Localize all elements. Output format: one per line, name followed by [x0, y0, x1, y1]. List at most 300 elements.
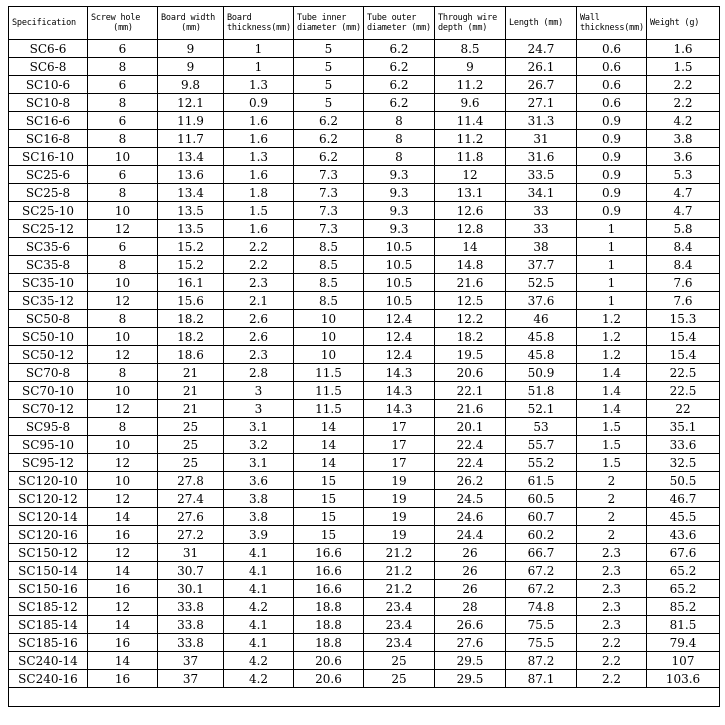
column-header-label: Wall	[580, 13, 600, 23]
value-cell: 18.8	[294, 598, 364, 616]
value-cell: 14	[294, 436, 364, 454]
spec-cell: SC185-12	[9, 598, 88, 616]
value-cell: 7.6	[647, 292, 720, 310]
value-cell: 6.2	[294, 148, 364, 166]
value-cell: 12.2	[435, 310, 506, 328]
column-header-label: Tube outer	[367, 13, 417, 23]
value-cell: 8.5	[294, 274, 364, 292]
value-cell: 12.5	[435, 292, 506, 310]
table-row	[9, 130, 720, 148]
value-cell: 45.5	[647, 508, 720, 526]
value-cell: 6.2	[364, 58, 435, 76]
value-cell: 66.7	[506, 544, 577, 562]
table-row	[9, 490, 720, 508]
value-cell: 11.5	[294, 382, 364, 400]
table-row	[9, 634, 720, 652]
value-cell: 7.6	[647, 274, 720, 292]
value-cell: 8.4	[647, 256, 720, 274]
value-cell: 10	[88, 274, 158, 292]
value-cell: 79.4	[647, 634, 720, 652]
value-cell: 31.6	[506, 148, 577, 166]
value-cell: 14	[88, 652, 158, 670]
value-cell: 60.5	[506, 490, 577, 508]
value-cell: 2.2	[577, 652, 647, 670]
value-cell: 21	[158, 382, 224, 400]
column-header-unit: thickness(mm)	[227, 23, 291, 33]
value-cell: 26.1	[506, 58, 577, 76]
value-cell: 12	[88, 454, 158, 472]
value-cell: 29.5	[435, 652, 506, 670]
table-row	[9, 220, 720, 238]
value-cell: 8.5	[294, 256, 364, 274]
value-cell: 8.4	[647, 238, 720, 256]
spec-cell: SC50-8	[9, 310, 88, 328]
value-cell: 16.6	[294, 580, 364, 598]
value-cell: 13.5	[158, 202, 224, 220]
value-cell: 22.5	[647, 382, 720, 400]
table-row	[9, 274, 720, 292]
column-header-label: Specification	[12, 18, 76, 28]
table-row	[9, 76, 720, 94]
value-cell: 6	[88, 76, 158, 94]
value-cell: 19	[364, 526, 435, 544]
value-cell: 2.2	[577, 670, 647, 688]
value-cell: 12.1	[158, 94, 224, 112]
value-cell: 29.5	[435, 670, 506, 688]
spec-cell: SC150-16	[9, 580, 88, 598]
value-cell: 1.3	[224, 76, 294, 94]
table-row	[9, 292, 720, 310]
value-cell: 55.2	[506, 454, 577, 472]
value-cell: 11.4	[435, 112, 506, 130]
value-cell: 2	[577, 508, 647, 526]
value-cell: 46	[506, 310, 577, 328]
value-cell: 11.2	[435, 76, 506, 94]
value-cell: 2.3	[224, 274, 294, 292]
value-cell: 3.8	[224, 508, 294, 526]
value-cell: 6	[88, 238, 158, 256]
value-cell: 45.8	[506, 346, 577, 364]
column-header-unit: (mm)	[181, 23, 201, 33]
value-cell: 14.3	[364, 364, 435, 382]
table-row	[9, 472, 720, 490]
value-cell: 11.2	[435, 130, 506, 148]
value-cell: 25	[364, 652, 435, 670]
table-row	[9, 166, 720, 184]
value-cell: 3.6	[647, 148, 720, 166]
value-cell: 37.6	[506, 292, 577, 310]
table-row	[9, 670, 720, 688]
value-cell: 9.6	[435, 94, 506, 112]
value-cell: 2.3	[577, 562, 647, 580]
value-cell: 8	[88, 364, 158, 382]
value-cell: 10	[88, 436, 158, 454]
value-cell: 15.2	[158, 256, 224, 274]
value-cell: 4.1	[224, 616, 294, 634]
value-cell: 8	[88, 130, 158, 148]
column-header	[88, 7, 158, 40]
value-cell: 4.1	[224, 544, 294, 562]
value-cell: 2.3	[577, 598, 647, 616]
spec-cell: SC6-8	[9, 58, 88, 76]
value-cell: 21.6	[435, 400, 506, 418]
spec-cell: SC25-12	[9, 220, 88, 238]
table-row	[9, 310, 720, 328]
value-cell: 13.4	[158, 148, 224, 166]
empty-cell	[9, 688, 720, 707]
spec-cell: SC120-14	[9, 508, 88, 526]
column-header-unit: depth (mm)	[438, 23, 488, 33]
value-cell: 50.9	[506, 364, 577, 382]
table-row	[9, 328, 720, 346]
value-cell: 12.4	[364, 310, 435, 328]
spec-cell: SC35-12	[9, 292, 88, 310]
value-cell: 2.6	[224, 328, 294, 346]
value-cell: 8	[88, 418, 158, 436]
value-cell: 1.8	[224, 184, 294, 202]
value-cell: 25	[364, 670, 435, 688]
spec-cell: SC10-8	[9, 94, 88, 112]
value-cell: 4.1	[224, 562, 294, 580]
value-cell: 6	[88, 112, 158, 130]
value-cell: 8	[88, 94, 158, 112]
value-cell: 18.8	[294, 634, 364, 652]
value-cell: 2.2	[224, 256, 294, 274]
value-cell: 22.4	[435, 436, 506, 454]
value-cell: 23.4	[364, 616, 435, 634]
value-cell: 24.7	[506, 40, 577, 58]
empty-row	[9, 688, 720, 707]
value-cell: 2.3	[577, 544, 647, 562]
table-row	[9, 436, 720, 454]
table-row	[9, 184, 720, 202]
spec-cell: SC120-12	[9, 490, 88, 508]
value-cell: 1.6	[224, 166, 294, 184]
value-cell: 30.7	[158, 562, 224, 580]
column-header-label: Screw hole	[91, 13, 141, 23]
value-cell: 4.2	[647, 112, 720, 130]
spec-cell: SC25-10	[9, 202, 88, 220]
value-cell: 23.4	[364, 598, 435, 616]
value-cell: 5.8	[647, 220, 720, 238]
value-cell: 6	[88, 166, 158, 184]
value-cell: 27.6	[435, 634, 506, 652]
value-cell: 1.5	[647, 58, 720, 76]
value-cell: 25	[158, 436, 224, 454]
value-cell: 12	[88, 490, 158, 508]
value-cell: 1.5	[577, 418, 647, 436]
value-cell: 4.7	[647, 202, 720, 220]
value-cell: 14.3	[364, 382, 435, 400]
value-cell: 3.6	[224, 472, 294, 490]
value-cell: 1.6	[647, 40, 720, 58]
value-cell: 2.2	[577, 634, 647, 652]
value-cell: 2.3	[224, 346, 294, 364]
value-cell: 27.1	[506, 94, 577, 112]
value-cell: 107	[647, 652, 720, 670]
value-cell: 13.6	[158, 166, 224, 184]
value-cell: 14	[294, 418, 364, 436]
value-cell: 33.8	[158, 616, 224, 634]
table-row	[9, 526, 720, 544]
value-cell: 16	[88, 580, 158, 598]
value-cell: 8.5	[294, 238, 364, 256]
spec-cell: SC50-10	[9, 328, 88, 346]
value-cell: 10	[294, 328, 364, 346]
value-cell: 17	[364, 418, 435, 436]
value-cell: 2.6	[224, 310, 294, 328]
value-cell: 14	[88, 562, 158, 580]
value-cell: 16.6	[294, 562, 364, 580]
column-header	[364, 7, 435, 40]
value-cell: 27.8	[158, 472, 224, 490]
value-cell: 33.8	[158, 634, 224, 652]
value-cell: 51.8	[506, 382, 577, 400]
value-cell: 37.7	[506, 256, 577, 274]
value-cell: 33.6	[647, 436, 720, 454]
value-cell: 15	[294, 490, 364, 508]
value-cell: 31	[506, 130, 577, 148]
value-cell: 10	[88, 382, 158, 400]
value-cell: 12	[435, 166, 506, 184]
value-cell: 5.3	[647, 166, 720, 184]
value-cell: 1.4	[577, 364, 647, 382]
value-cell: 46.7	[647, 490, 720, 508]
table-row	[9, 652, 720, 670]
value-cell: 1.4	[577, 400, 647, 418]
value-cell: 15	[294, 472, 364, 490]
value-cell: 52.5	[506, 274, 577, 292]
column-header-label: Tube inner	[297, 13, 347, 23]
value-cell: 1.2	[577, 310, 647, 328]
value-cell: 65.2	[647, 580, 720, 598]
column-header-label: Through wire	[438, 13, 498, 23]
value-cell: 0.6	[577, 58, 647, 76]
value-cell: 35.1	[647, 418, 720, 436]
value-cell: 15.4	[647, 328, 720, 346]
value-cell: 103.6	[647, 670, 720, 688]
spec-cell: SC70-12	[9, 400, 88, 418]
value-cell: 9.3	[364, 184, 435, 202]
value-cell: 11.7	[158, 130, 224, 148]
value-cell: 1.6	[224, 130, 294, 148]
value-cell: 12	[88, 292, 158, 310]
value-cell: 26	[435, 580, 506, 598]
spec-cell: SC10-6	[9, 76, 88, 94]
value-cell: 4.2	[224, 670, 294, 688]
value-cell: 5	[294, 76, 364, 94]
value-cell: 0.6	[577, 40, 647, 58]
table-row	[9, 238, 720, 256]
value-cell: 2.2	[647, 76, 720, 94]
value-cell: 6.2	[294, 130, 364, 148]
spec-cell: SC16-8	[9, 130, 88, 148]
value-cell: 1.4	[577, 382, 647, 400]
value-cell: 2.1	[224, 292, 294, 310]
table-row	[9, 418, 720, 436]
value-cell: 16	[88, 526, 158, 544]
spec-cell: SC35-6	[9, 238, 88, 256]
table-row	[9, 382, 720, 400]
value-cell: 26	[435, 562, 506, 580]
value-cell: 11.9	[158, 112, 224, 130]
value-cell: 2	[577, 472, 647, 490]
spec-cell: SC240-14	[9, 652, 88, 670]
spec-cell: SC50-12	[9, 346, 88, 364]
value-cell: 2.2	[647, 94, 720, 112]
column-header-label: Board	[227, 13, 252, 23]
value-cell: 75.5	[506, 634, 577, 652]
value-cell: 15	[294, 508, 364, 526]
value-cell: 1	[224, 40, 294, 58]
table-row	[9, 202, 720, 220]
value-cell: 26.6	[435, 616, 506, 634]
value-cell: 38	[506, 238, 577, 256]
value-cell: 14	[294, 454, 364, 472]
value-cell: 12	[88, 400, 158, 418]
spec-cell: SC95-12	[9, 454, 88, 472]
column-header-unit: diameter (mm)	[297, 23, 361, 33]
value-cell: 6.2	[364, 40, 435, 58]
value-cell: 21.2	[364, 562, 435, 580]
table-row	[9, 112, 720, 130]
value-cell: 8	[364, 148, 435, 166]
value-cell: 0.9	[577, 112, 647, 130]
value-cell: 2.8	[224, 364, 294, 382]
value-cell: 10	[88, 328, 158, 346]
value-cell: 9.3	[364, 202, 435, 220]
value-cell: 4.1	[224, 634, 294, 652]
value-cell: 37	[158, 670, 224, 688]
value-cell: 14.8	[435, 256, 506, 274]
spec-cell: SC240-16	[9, 670, 88, 688]
value-cell: 3	[224, 400, 294, 418]
spec-cell: SC120-16	[9, 526, 88, 544]
spec-cell: SC120-10	[9, 472, 88, 490]
value-cell: 14.3	[364, 400, 435, 418]
value-cell: 87.2	[506, 652, 577, 670]
value-cell: 20.6	[294, 652, 364, 670]
value-cell: 34.1	[506, 184, 577, 202]
column-header-unit: (mm)	[113, 23, 133, 33]
value-cell: 1	[577, 256, 647, 274]
value-cell: 20.6	[294, 670, 364, 688]
value-cell: 85.2	[647, 598, 720, 616]
table-row	[9, 256, 720, 274]
column-header-label: Weight (g)	[650, 18, 700, 28]
spec-cell: SC25-6	[9, 166, 88, 184]
value-cell: 26	[435, 544, 506, 562]
value-cell: 0.6	[577, 76, 647, 94]
value-cell: 18.2	[158, 310, 224, 328]
value-cell: 15.3	[647, 310, 720, 328]
value-cell: 7.3	[294, 220, 364, 238]
column-header	[577, 7, 647, 40]
value-cell: 53	[506, 418, 577, 436]
column-header	[9, 7, 88, 40]
value-cell: 21.2	[364, 580, 435, 598]
value-cell: 74.8	[506, 598, 577, 616]
value-cell: 8.5	[435, 40, 506, 58]
value-cell: 17	[364, 454, 435, 472]
value-cell: 3	[224, 382, 294, 400]
spec-cell: SC150-12	[9, 544, 88, 562]
value-cell: 9.3	[364, 220, 435, 238]
header-row	[9, 7, 720, 40]
value-cell: 3.8	[647, 130, 720, 148]
value-cell: 19	[364, 472, 435, 490]
value-cell: 2.2	[224, 238, 294, 256]
value-cell: 1.5	[577, 454, 647, 472]
table-row	[9, 58, 720, 76]
value-cell: 87.1	[506, 670, 577, 688]
value-cell: 3.2	[224, 436, 294, 454]
value-cell: 23.4	[364, 634, 435, 652]
value-cell: 15.4	[647, 346, 720, 364]
value-cell: 33.8	[158, 598, 224, 616]
value-cell: 61.5	[506, 472, 577, 490]
value-cell: 6	[88, 40, 158, 58]
value-cell: 67.2	[506, 580, 577, 598]
value-cell: 7.3	[294, 166, 364, 184]
spec-cell: SC70-10	[9, 382, 88, 400]
value-cell: 1.3	[224, 148, 294, 166]
value-cell: 1	[577, 292, 647, 310]
value-cell: 1	[577, 274, 647, 292]
value-cell: 1.6	[224, 220, 294, 238]
value-cell: 1.5	[577, 436, 647, 454]
value-cell: 7.3	[294, 202, 364, 220]
table-body	[9, 40, 720, 707]
column-header-label: Length (mm)	[509, 18, 564, 28]
value-cell: 16.6	[294, 544, 364, 562]
value-cell: 12	[88, 346, 158, 364]
spec-cell: SC16-6	[9, 112, 88, 130]
column-header-unit: thickness(mm)	[580, 23, 644, 33]
value-cell: 8.5	[294, 292, 364, 310]
table-row	[9, 580, 720, 598]
value-cell: 25	[158, 418, 224, 436]
value-cell: 1	[577, 220, 647, 238]
value-cell: 8	[88, 310, 158, 328]
value-cell: 12	[88, 598, 158, 616]
value-cell: 6.2	[294, 112, 364, 130]
value-cell: 11.5	[294, 400, 364, 418]
table-row	[9, 562, 720, 580]
value-cell: 16	[88, 634, 158, 652]
spec-cell: SC25-8	[9, 184, 88, 202]
value-cell: 37	[158, 652, 224, 670]
value-cell: 1	[224, 58, 294, 76]
column-header	[224, 7, 294, 40]
value-cell: 10	[88, 472, 158, 490]
value-cell: 43.6	[647, 526, 720, 544]
value-cell: 10	[294, 310, 364, 328]
table-row	[9, 346, 720, 364]
value-cell: 24.6	[435, 508, 506, 526]
table-row	[9, 40, 720, 58]
spec-cell: SC95-10	[9, 436, 88, 454]
value-cell: 24.5	[435, 490, 506, 508]
value-cell: 33.5	[506, 166, 577, 184]
value-cell: 9.3	[364, 166, 435, 184]
value-cell: 26.7	[506, 76, 577, 94]
value-cell: 0.9	[577, 130, 647, 148]
value-cell: 65.2	[647, 562, 720, 580]
spec-cell: SC95-8	[9, 418, 88, 436]
value-cell: 1.6	[224, 112, 294, 130]
value-cell: 10.5	[364, 238, 435, 256]
